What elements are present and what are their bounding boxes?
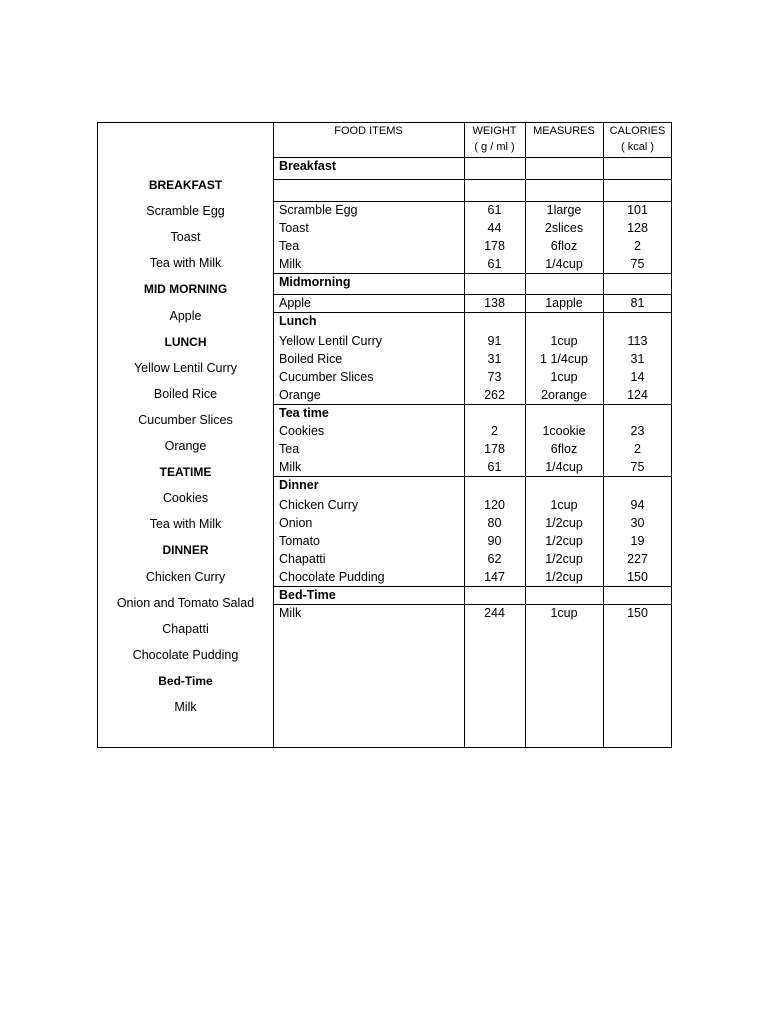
menu-item: Onion and Tomato Salad <box>116 595 255 610</box>
table-row <box>273 568 672 586</box>
weight-cell: 31 <box>487 352 502 366</box>
calories-cell: 94 <box>630 498 645 512</box>
weight-cell: 62 <box>487 552 502 566</box>
row-divider <box>273 157 672 158</box>
measure-cell: 1cup <box>550 334 578 348</box>
measure-cell: 1cup <box>550 370 578 384</box>
header-weight-unit: ( g / ml ) <box>474 141 515 153</box>
food-cell: Cookies <box>279 424 325 438</box>
menu-item: Tea with Milk <box>149 517 222 532</box>
menu-item: Boiled Rice <box>153 386 218 401</box>
calories-cell: 150 <box>627 570 648 584</box>
table-row <box>273 514 672 532</box>
menu-item: Orange <box>164 439 207 453</box>
weight-cell: 80 <box>487 516 502 530</box>
row-divider <box>273 404 672 405</box>
section-row <box>273 157 672 175</box>
table-row <box>273 294 672 312</box>
header-measures: MEASURES <box>533 125 595 137</box>
measure-cell: 6floz <box>550 442 578 456</box>
table-row <box>273 386 672 404</box>
section-row <box>273 586 672 604</box>
menu-item: Cookies <box>162 491 209 506</box>
measure-cell: 2orange <box>541 388 587 402</box>
calories-cell: 227 <box>627 552 648 566</box>
row-divider <box>273 201 672 202</box>
section-row <box>273 179 672 197</box>
food-cell: Bed-Time <box>279 588 336 602</box>
table-row <box>273 219 672 237</box>
weight-cell: 61 <box>487 460 502 474</box>
weight-cell: 2 <box>491 424 498 438</box>
meal-heading: BREAKFAST <box>148 178 223 192</box>
food-cell: Chocolate Pudding <box>279 570 385 584</box>
food-cell: Milk <box>279 606 302 620</box>
menu-item: Chocolate Pudding <box>132 647 239 662</box>
table-row <box>273 201 672 219</box>
measure-cell: 1/2cup <box>545 552 583 566</box>
menu-item: Yellow Lentil Curry <box>133 360 238 375</box>
food-cell: Scramble Egg <box>279 203 358 217</box>
table-row <box>273 550 672 568</box>
table-row <box>273 350 672 368</box>
calories-cell: 2 <box>634 442 641 456</box>
weight-cell: 147 <box>484 570 505 584</box>
meal-heading: TEATIME <box>159 465 212 480</box>
table-row <box>273 496 672 514</box>
row-divider <box>273 312 672 313</box>
header-calories-unit: ( kcal ) <box>621 141 654 153</box>
food-cell: Apple <box>279 296 311 310</box>
meal-heading: LUNCH <box>164 334 207 349</box>
measure-cell: 2slices <box>544 221 584 235</box>
measure-cell: 1apple <box>545 296 583 310</box>
measure-cell: 1cup <box>550 498 578 512</box>
table-row <box>273 604 672 622</box>
food-cell: Breakfast <box>279 159 336 173</box>
food-cell: Chicken Curry <box>279 498 359 512</box>
table-row <box>273 237 672 255</box>
weight-cell: 90 <box>487 534 502 548</box>
food-cell: Milk <box>279 257 302 271</box>
weight-cell: 73 <box>487 370 502 384</box>
food-cell: Milk <box>279 460 302 474</box>
calories-cell: 128 <box>627 221 648 235</box>
calories-cell: 81 <box>630 296 645 310</box>
food-cell: Orange <box>279 388 321 402</box>
calories-cell: 19 <box>630 534 645 548</box>
table-row <box>273 440 672 458</box>
meal-heading: Bed-Time <box>158 673 213 688</box>
row-divider <box>273 586 672 587</box>
section-row <box>273 404 672 422</box>
menu-column <box>98 123 274 747</box>
measure-cell: 1/2cup <box>545 534 583 548</box>
food-cell: Yellow Lentil Curry <box>279 334 383 348</box>
measure-cell: 1 1/4cup <box>540 352 588 366</box>
weight-cell: 262 <box>484 388 505 402</box>
food-cell: Chapatti <box>279 552 326 566</box>
calories-cell: 113 <box>627 334 648 348</box>
nutrition-table <box>273 123 672 747</box>
food-cell: Tea time <box>279 406 329 420</box>
diet-plan-frame <box>97 122 672 748</box>
food-cell: Boiled Rice <box>279 352 343 366</box>
calories-cell: 150 <box>627 606 648 620</box>
menu-item: Milk <box>174 700 197 714</box>
menu-item: Apple <box>169 308 202 323</box>
menu-item: Cucumber Slices <box>138 412 233 427</box>
row-divider <box>273 604 672 605</box>
measure-cell: 1/2cup <box>545 570 583 584</box>
table-row <box>273 422 672 440</box>
table-row <box>273 255 672 273</box>
calories-cell: 75 <box>630 460 645 474</box>
calories-cell: 14 <box>630 370 645 384</box>
weight-cell: 178 <box>484 239 505 253</box>
food-cell: Midmorning <box>279 275 351 289</box>
food-cell: Tomato <box>279 534 320 548</box>
weight-cell: 138 <box>484 296 505 310</box>
weight-cell: 44 <box>487 221 502 235</box>
weight-cell: 61 <box>487 257 502 271</box>
weight-cell: 244 <box>484 606 505 620</box>
table-row <box>273 332 672 350</box>
table-row <box>273 368 672 386</box>
calories-cell: 30 <box>630 516 645 530</box>
measure-cell: 1/4cup <box>545 257 583 271</box>
calories-cell: 31 <box>630 352 645 366</box>
measure-cell: 1/2cup <box>545 516 583 530</box>
row-divider <box>273 294 672 295</box>
measure-cell: 1cookie <box>542 424 586 438</box>
food-cell: Cucumber Slices <box>279 370 374 384</box>
section-row <box>273 476 672 494</box>
meal-heading: DINNER <box>162 543 209 558</box>
table-row <box>273 458 672 476</box>
section-row <box>273 273 672 291</box>
menu-item: Scramble Egg <box>146 204 225 219</box>
row-divider <box>273 476 672 477</box>
weight-cell: 178 <box>484 442 505 456</box>
food-cell: Dinner <box>279 478 319 492</box>
section-row <box>273 312 672 330</box>
weight-cell: 61 <box>487 203 502 217</box>
header-calories: CALORIES <box>609 125 666 137</box>
menu-item: Chapatti <box>162 621 209 636</box>
calories-cell: 124 <box>627 388 648 402</box>
food-cell: Tea <box>279 239 300 253</box>
table-row <box>273 532 672 550</box>
menu-item: Chicken Curry <box>145 569 226 584</box>
menu-item: Tea with Milk <box>149 256 222 271</box>
weight-cell: 91 <box>487 334 502 348</box>
weight-cell: 120 <box>484 498 505 512</box>
header-weight: WEIGHT <box>472 125 517 137</box>
measure-cell: 1cup <box>550 606 578 620</box>
measure-cell: 6floz <box>550 239 578 253</box>
measure-cell: 1/4cup <box>545 460 583 474</box>
meal-heading: MID MORNING <box>143 282 228 297</box>
menu-item: Toast <box>170 230 201 245</box>
header-food-items: FOOD ITEMS <box>334 125 403 137</box>
calories-cell: 75 <box>630 257 645 271</box>
calories-cell: 2 <box>634 239 641 253</box>
measure-cell: 1large <box>546 203 582 217</box>
calories-cell: 23 <box>630 424 645 438</box>
food-cell: Onion <box>279 516 313 530</box>
row-divider <box>273 179 672 180</box>
calories-cell: 101 <box>627 203 648 217</box>
food-cell: Toast <box>279 221 309 235</box>
food-cell: Tea <box>279 442 300 456</box>
food-cell: Lunch <box>279 314 317 328</box>
row-divider <box>273 273 672 274</box>
